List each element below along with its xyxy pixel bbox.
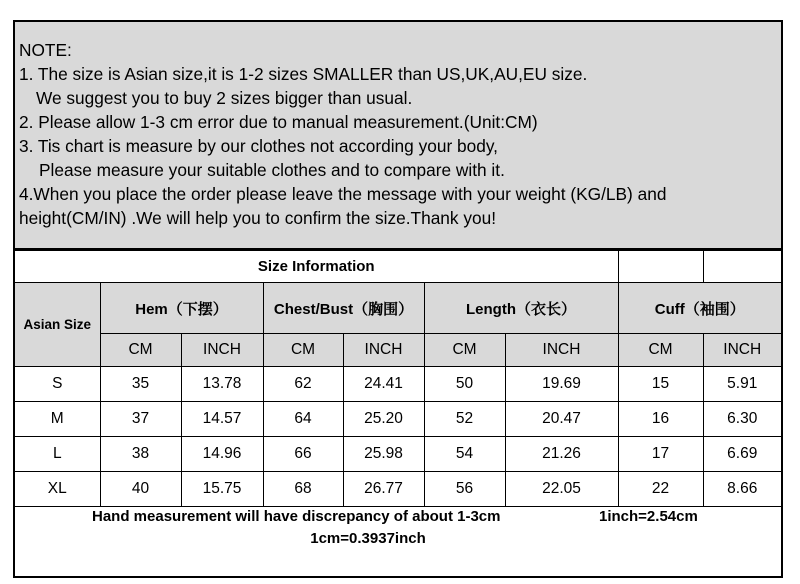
- note-line-3: 2. Please allow 1-3 cm error due to manual measurement.(Unit:CM): [19, 112, 538, 132]
- note-line-5: Please measure your suitable clothes and to compare with it.: [39, 160, 505, 180]
- unit-cell: INCH: [343, 334, 424, 367]
- value-cell: 40: [100, 472, 181, 507]
- footer-notes: [15, 496, 781, 576]
- note-title: NOTE:: [19, 40, 72, 60]
- size-cell: XL: [15, 472, 100, 507]
- value-cell: 52: [424, 402, 505, 437]
- value-cell: 6.69: [703, 437, 781, 472]
- unit-cell: CM: [263, 334, 343, 367]
- value-cell: 62: [263, 367, 343, 402]
- group-chest: [263, 283, 424, 334]
- unit-cell: CM: [424, 334, 505, 367]
- unit-row: [15, 334, 781, 367]
- size-header: Asian Size: [15, 283, 100, 367]
- group-cuff: Cuff（袖围）: [618, 283, 781, 334]
- note-line-2: We suggest you to buy 2 sizes bigger than usual.: [36, 88, 413, 108]
- value-cell: 25.20: [343, 402, 424, 437]
- note-line-7: height(CM/IN) .We will help you to confirm the size.Thank you!: [19, 208, 497, 228]
- value-cell: 35: [100, 367, 181, 402]
- table-row: [15, 367, 781, 402]
- note-panel: [15, 22, 781, 250]
- value-cell: 20.47: [505, 402, 618, 437]
- value-cell: 37: [100, 402, 181, 437]
- value-cell: 16: [618, 402, 703, 437]
- group-hem: Hem（下摆）: [100, 283, 263, 334]
- value-cell: 25.98: [343, 437, 424, 472]
- value-cell: 6.30: [703, 402, 781, 437]
- cm-conversion: 1cm=0.3937inch: [310, 530, 426, 547]
- value-cell: 15.75: [181, 472, 263, 507]
- unit-cell: INCH: [505, 334, 618, 367]
- value-cell: 38: [100, 437, 181, 472]
- empty-cell: [618, 251, 703, 283]
- unit-cell: INCH: [181, 334, 263, 367]
- value-cell: 50: [424, 367, 505, 402]
- table-title: Size Information: [15, 251, 618, 283]
- inch-conversion: 1inch=2.54cm: [599, 508, 698, 525]
- value-cell: 64: [263, 402, 343, 437]
- value-cell: 14.57: [181, 402, 263, 437]
- value-cell: 22: [618, 472, 703, 507]
- discrepancy-note: Hand measurement will have discrepancy of about 1-3cm: [92, 508, 501, 525]
- size-cell: M: [15, 402, 100, 437]
- value-cell: 56: [424, 472, 505, 507]
- group-length: Length（衣长）: [424, 283, 618, 334]
- table-row: [15, 402, 781, 437]
- size-cell: S: [15, 367, 100, 402]
- value-cell: 13.78: [181, 367, 263, 402]
- value-cell: 54: [424, 437, 505, 472]
- value-cell: 5.91: [703, 367, 781, 402]
- value-cell: 68: [263, 472, 343, 507]
- value-cell: 22.05: [505, 472, 618, 507]
- note-line-4: 3. Tis chart is measure by our clothes not according your body,: [19, 136, 498, 156]
- unit-cell: INCH: [703, 334, 781, 367]
- value-cell: 19.69: [505, 367, 618, 402]
- group-chest-label: Chest/Bust（胸围）: [273, 300, 414, 318]
- value-cell: 14.96: [181, 437, 263, 472]
- unit-cell: CM: [100, 334, 181, 367]
- note-line-6: 4.When you place the order please leave the message with your weight (KG/LB) and: [19, 184, 667, 204]
- value-cell: 26.77: [343, 472, 424, 507]
- size-cell: L: [15, 437, 100, 472]
- value-cell: 24.41: [343, 367, 424, 402]
- table-title-row: [15, 251, 781, 283]
- size-table: [15, 250, 781, 507]
- table-row: [15, 437, 781, 472]
- size-chart: [13, 20, 783, 578]
- note-line-1: 1. The size is Asian size,it is 1-2 sizes SMALLER than US,UK,AU,EU size.: [19, 64, 588, 84]
- value-cell: 15: [618, 367, 703, 402]
- value-cell: 66: [263, 437, 343, 472]
- value-cell: 8.66: [703, 472, 781, 507]
- value-cell: 21.26: [505, 437, 618, 472]
- empty-cell: [703, 251, 781, 283]
- table-header-row: [15, 283, 781, 334]
- unit-cell: CM: [618, 334, 703, 367]
- value-cell: 17: [618, 437, 703, 472]
